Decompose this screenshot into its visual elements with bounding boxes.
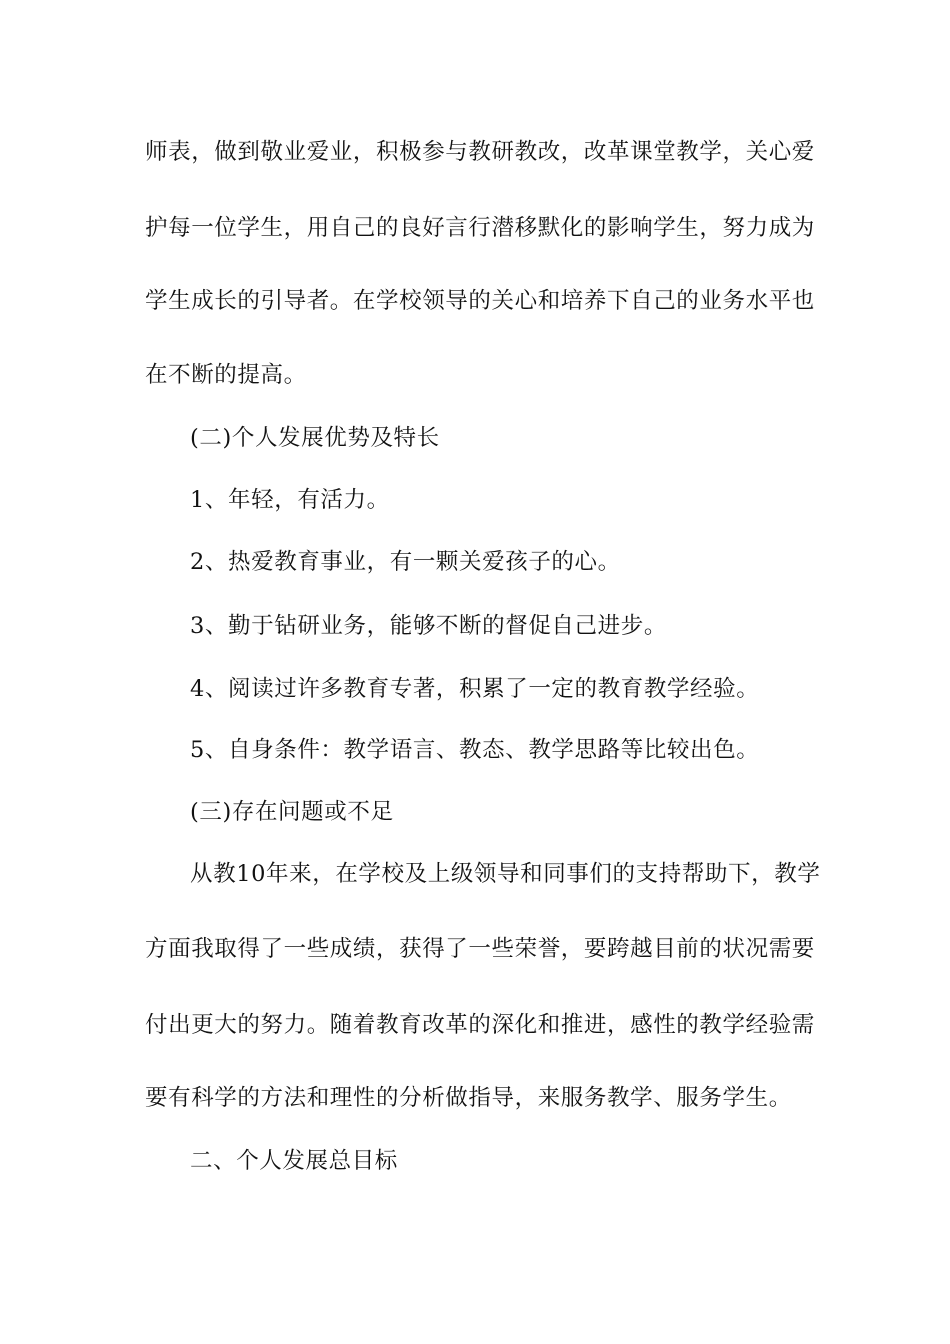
list-item: 4、阅读过许多教育专著，积累了一定的教育教学经验。 bbox=[190, 676, 760, 702]
list-item: 5、自身条件：教学语言、教态、教学思路等比较出色。 bbox=[190, 737, 760, 763]
list-item: 2、热爱教育事业，有一颗关爱孩子的心。 bbox=[190, 549, 621, 575]
paragraph-line: 从教10年来，在学校及上级领导和同事们的支持帮助下，教学 bbox=[190, 861, 821, 887]
paragraph-line: 要有科学的方法和理性的分析做指导，来服务教学、服务学生。 bbox=[145, 1085, 792, 1111]
paragraph-line: 学生成长的引导者。在学校领导的关心和培养下自己的业务水平也 bbox=[145, 288, 815, 314]
list-item: 1、年轻，有活力。 bbox=[190, 487, 390, 513]
list-item: 3、勤于钻研业务，能够不断的督促自己进步。 bbox=[190, 613, 667, 639]
section-heading: (三)存在问题或不足 bbox=[190, 799, 394, 825]
paragraph-line: 在不断的提高。 bbox=[145, 362, 307, 388]
section-heading: (二)个人发展优势及特长 bbox=[190, 425, 440, 451]
section-heading: 二、个人发展总目标 bbox=[190, 1148, 398, 1174]
paragraph-line: 方面我取得了一些成绩，获得了一些荣誉，要跨越目前的状况需要 bbox=[145, 936, 815, 962]
paragraph-line: 付出更大的努力。随着教育改革的深化和推进，感性的教学经验需 bbox=[145, 1012, 815, 1038]
paragraph-line: 师表，做到敬业爱业，积极参与教研教改，改革课堂教学，关心爱 bbox=[145, 139, 815, 165]
paragraph-line: 护每一位学生，用自己的良好言行潜移默化的影响学生，努力成为 bbox=[145, 215, 815, 241]
